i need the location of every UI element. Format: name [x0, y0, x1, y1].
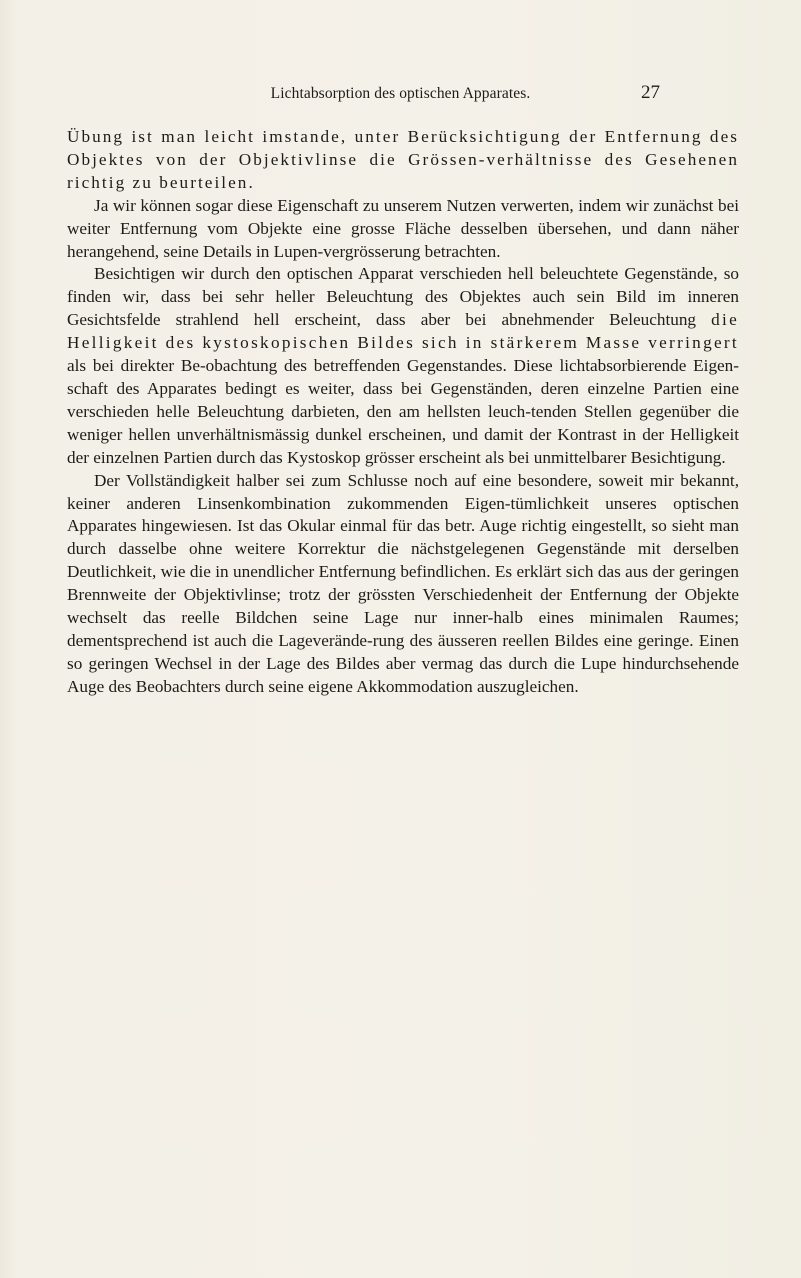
page-header [0, 82, 801, 107]
page-number: 27 [641, 82, 660, 103]
paragraph-4 [67, 470, 739, 699]
paragraph-1 [67, 126, 739, 195]
spaced-emphasis-text: die Helligkeit des kystoskopischen Bildes sich in stärkerem Masse verringert [67, 310, 739, 353]
running-title: Lichtabsorption des optischen Apparates. [270, 85, 531, 102]
paragraph-2-text: Ja wir können sogar diese Eigenschaft zu unserem Nutzen verwerten, indem wir zunächst bei weiter Entfernung vom Objekte eine grosse Fläche desselben übersehen, und dann näher herangehend, seine Details in Lupen-vergrösserung betrachten. [67, 195, 739, 261]
body-text [67, 126, 739, 699]
paragraph-2 [67, 195, 739, 264]
paragraph-3-text-after: als bei direkter Be-obachtung des betreffenden Gegenstandes. Diese lichtabsorbierende Eigen-schaft des Apparates bedingt es weiter, dass bei Gegenständen, deren einzelne Partien eine verschieden helle Beleuchtung darbieten, den am hellsten leuch-tenden Stellen gegenüber die weniger hellen unverhältnismässig dunkel erscheinen, und damit der Kontrast in der Helligkeit der einzelnen Partien durch das Kystoskop grösser erscheint als bei unmittelbarer Besichtigung. [67, 356, 739, 467]
paragraph-4-text: Der Vollständigkeit halber sei zum Schlusse noch auf eine besondere, soweit mir bekannt, keiner anderen Linsenkombination zukommenden Eigen-tümlichkeit unseres optischen Apparates hingewiesen. Ist das Okular einmal für das betr. Auge richtig eingestellt, so sieht man durch dasselbe ohne weitere Korrektur die nächstgelegenen Gegenstände mit derselben Deutlichkeit, wie die in unendlicher Entfernung befindlichen. Es erklärt sich das aus der geringen Brennweite der Objektivlinse; trotz der grössten Verschiedenheit der Entfernung der Objekte wechselt das reelle Bildchen seine Lage nur inner-halb eines minimalen Raumes; dementsprechend ist auch die Lageverände-rung des äusseren reellen Bildes eine geringe. Einen so geringen Wechsel in der Lage des Bildes aber vermag das durch die Lupe hindurchsehende Auge des Beobachters durch seine eigene Akkommodation auszugleichen. [67, 470, 739, 696]
paragraph-3 [67, 263, 739, 469]
spaced-lead-text: Übung ist man leicht imstande, unter Berücksichtigung der Entfernung des Objektes von der Objektivlinse die Grössen-verhältnisse des Gesehenen richtig zu beurteilen. [67, 127, 739, 192]
paragraph-3-text-before: Besichtigen wir durch den optischen Apparat verschieden hell beleuchtete Gegenstände, so finden wir, dass bei sehr heller Beleuchtung des Objektes auch sein Bild im inneren Gesichtsfelde strahlend hell erscheint, dass aber bei abnehmender Beleuchtung [67, 264, 739, 330]
